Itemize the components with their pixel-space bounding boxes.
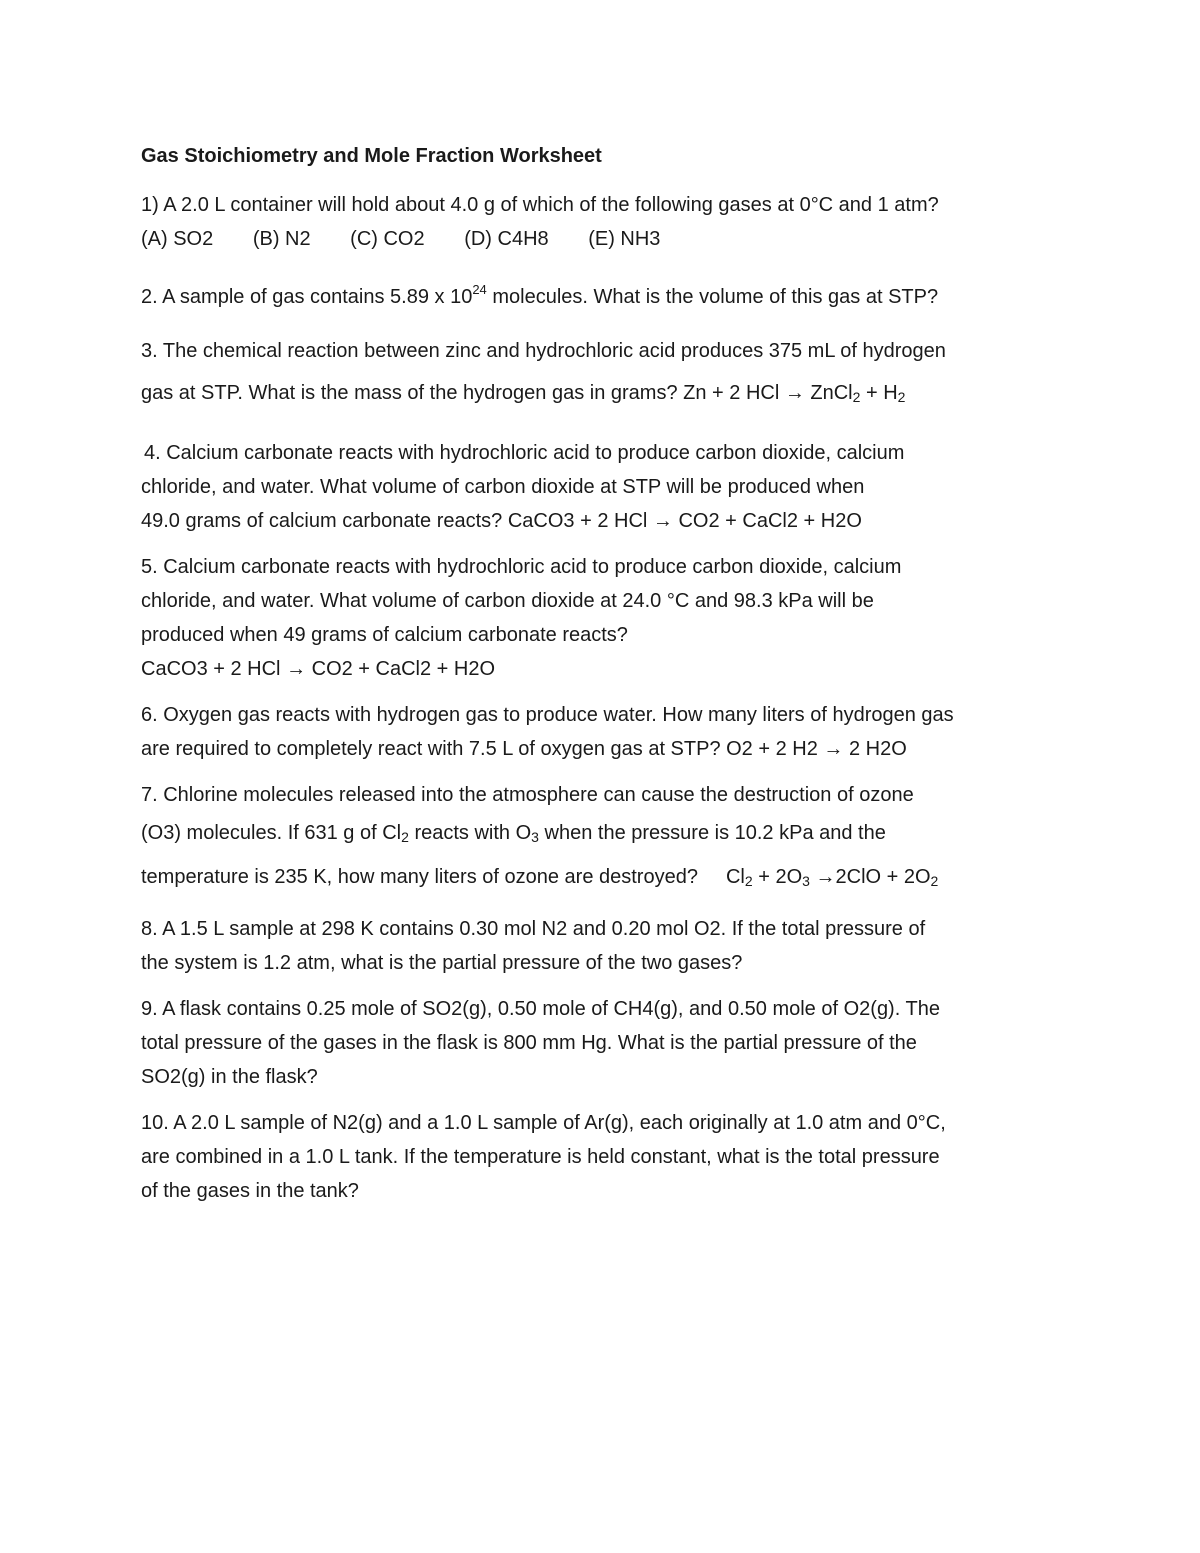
question-4-text: 49.0 grams of calcium carbonate reacts? CaCO3 + 2 HCl — [141, 510, 653, 532]
question-7-eq-clo: 2ClO + 2O — [835, 866, 931, 888]
question-8-line-2: the system is 1.2 atm, what is the partial pressure of the two gases? — [141, 952, 743, 974]
question-9-line-2: total pressure of the gases in the flask is 800 mm Hg. What is the partial pressure of the — [141, 1032, 917, 1054]
question-7-eq-o3: + 2O — [752, 866, 803, 888]
arrow-icon: → — [784, 382, 805, 404]
arrow-icon: → — [823, 738, 844, 760]
question-9 — [141, 992, 1071, 1094]
question-5-line-2: chloride, and water. What volume of carbon dioxide at 24.0 °C and 98.3 kPa will be — [141, 590, 874, 612]
question-7-eq-cl-sub: 2 — [744, 873, 753, 889]
question-6-products: 2 H2O — [843, 738, 907, 760]
question-6-text: are required to completely react with 7.5 L of oxygen gas at STP? O2 + 2 H2 — [141, 738, 824, 760]
question-4-line-1: 4. Calcium carbonate reacts with hydrochloric acid to produce carbon dioxide, calcium — [144, 442, 905, 464]
question-1 — [141, 188, 1071, 256]
question-9-line-3: SO2(g) in the flask? — [141, 1066, 318, 1088]
question-3 — [141, 330, 1071, 414]
question-7-eq-cl: Cl — [725, 866, 745, 888]
question-5-line-1: 5. Calcium carbonate reacts with hydrochloric acid to produce carbon dioxide, calcium — [141, 556, 902, 578]
arrow-icon: → — [286, 658, 307, 680]
question-7-text-a: (O3) molecules. If 631 g of Cl — [141, 822, 402, 844]
question-3-text: gas at STP. What is the mass of the hydrogen gas in grams? Zn + 2 HCl — [141, 382, 785, 404]
question-3-product-b: + H — [860, 382, 898, 404]
question-10 — [141, 1106, 1071, 1208]
question-7-text-b: reacts with O — [408, 822, 532, 844]
question-2-text — [141, 276, 1071, 318]
question-3-line-1: 3. The chemical reaction between zinc and hydrochloric acid produces 375 mL of hydrogen — [141, 340, 946, 362]
question-10-line-2: are combined in a 1.0 L tank. If the temperature is held constant, what is the total pressure — [141, 1146, 940, 1168]
question-4 — [141, 436, 1071, 538]
question-7-eq-clo-sub: 2 — [930, 873, 939, 889]
question-9-line-1: 9. A flask contains 0.25 mole of SO2(g), 0.50 mole of CH4(g), and 0.50 mole of O2(g). The — [141, 998, 940, 1020]
question-7-line-3 — [141, 854, 1071, 900]
question-1-text: 1) A 2.0 L container will hold about 4.0 g of which of the following gases at 0°C and 1 atm? — [141, 194, 939, 216]
question-5-reactants: CaCO3 + 2 HCl — [141, 658, 287, 680]
question-8 — [141, 912, 1071, 980]
question-3-line-2 — [141, 372, 1071, 414]
question-4-line-3 — [141, 504, 1071, 538]
question-6-line-2 — [141, 732, 1071, 766]
choice-e: (E) NH3 — [588, 228, 661, 250]
choice-a: (A) SO2 — [141, 228, 214, 250]
choice-b: (B) N2 — [252, 228, 311, 250]
worksheet-page — [141, 138, 1071, 1220]
question-6 — [141, 698, 1071, 766]
question-2-after: molecules. What is the volume of this gas at STP? — [486, 286, 939, 308]
choice-d: (D) C4H8 — [464, 228, 549, 250]
question-1-choices — [141, 222, 1071, 256]
question-5-line-3: produced when 49 grams of calcium carbonate reacts? — [141, 624, 628, 646]
question-4-products: CO2 + CaCl2 + H2O — [672, 510, 862, 532]
question-5 — [141, 550, 1071, 686]
question-7-question: temperature is 235 K, how many liters of ozone are destroyed? — [141, 866, 698, 888]
arrow-icon: → — [652, 510, 673, 532]
question-3-product-b-sub: 2 — [897, 389, 906, 405]
question-7-text-c: when the pressure is 10.2 kPa and the — [538, 822, 886, 844]
question-7-line-2 — [141, 812, 1071, 854]
question-7-sub-b: 3 — [531, 829, 539, 845]
arrow-icon: → — [815, 866, 836, 888]
question-2-before: 2. A sample of gas contains 5.89 x 10 — [141, 286, 473, 308]
question-8-line-1: 8. A 1.5 L sample at 298 K contains 0.30 mol N2 and 0.20 mol O2. If the total pressure of — [141, 918, 926, 940]
question-3-product-a-sub: 2 — [852, 389, 861, 405]
question-7 — [141, 778, 1071, 900]
question-10-line-1: 10. A 2.0 L sample of N2(g) and a 1.0 L sample of Ar(g), each originally at 1.0 atm and 0°C, — [141, 1112, 946, 1134]
question-7-line-1: 7. Chlorine molecules released into the atmosphere can cause the destruction of ozone — [141, 784, 914, 806]
question-7-sub-a: 2 — [401, 829, 409, 845]
question-2-exponent: 24 — [472, 282, 487, 297]
question-10-line-3: of the gases in the tank? — [141, 1180, 359, 1202]
worksheet-title: Gas Stoichiometry and Mole Fraction Worksheet — [141, 145, 602, 167]
question-5-products: CO2 + CaCl2 + H2O — [306, 658, 496, 680]
question-3-product-a: ZnCl — [804, 382, 853, 404]
question-2 — [141, 276, 1071, 318]
question-7-eq-o3-sub: 3 — [802, 873, 810, 889]
question-6-line-1: 6. Oxygen gas reacts with hydrogen gas to produce water. How many liters of hydrogen gas — [141, 704, 954, 726]
choice-c: (C) CO2 — [350, 228, 425, 250]
question-5-line-4 — [141, 652, 1071, 686]
question-4-line-2: chloride, and water. What volume of carbon dioxide at STP will be produced when — [141, 476, 865, 498]
